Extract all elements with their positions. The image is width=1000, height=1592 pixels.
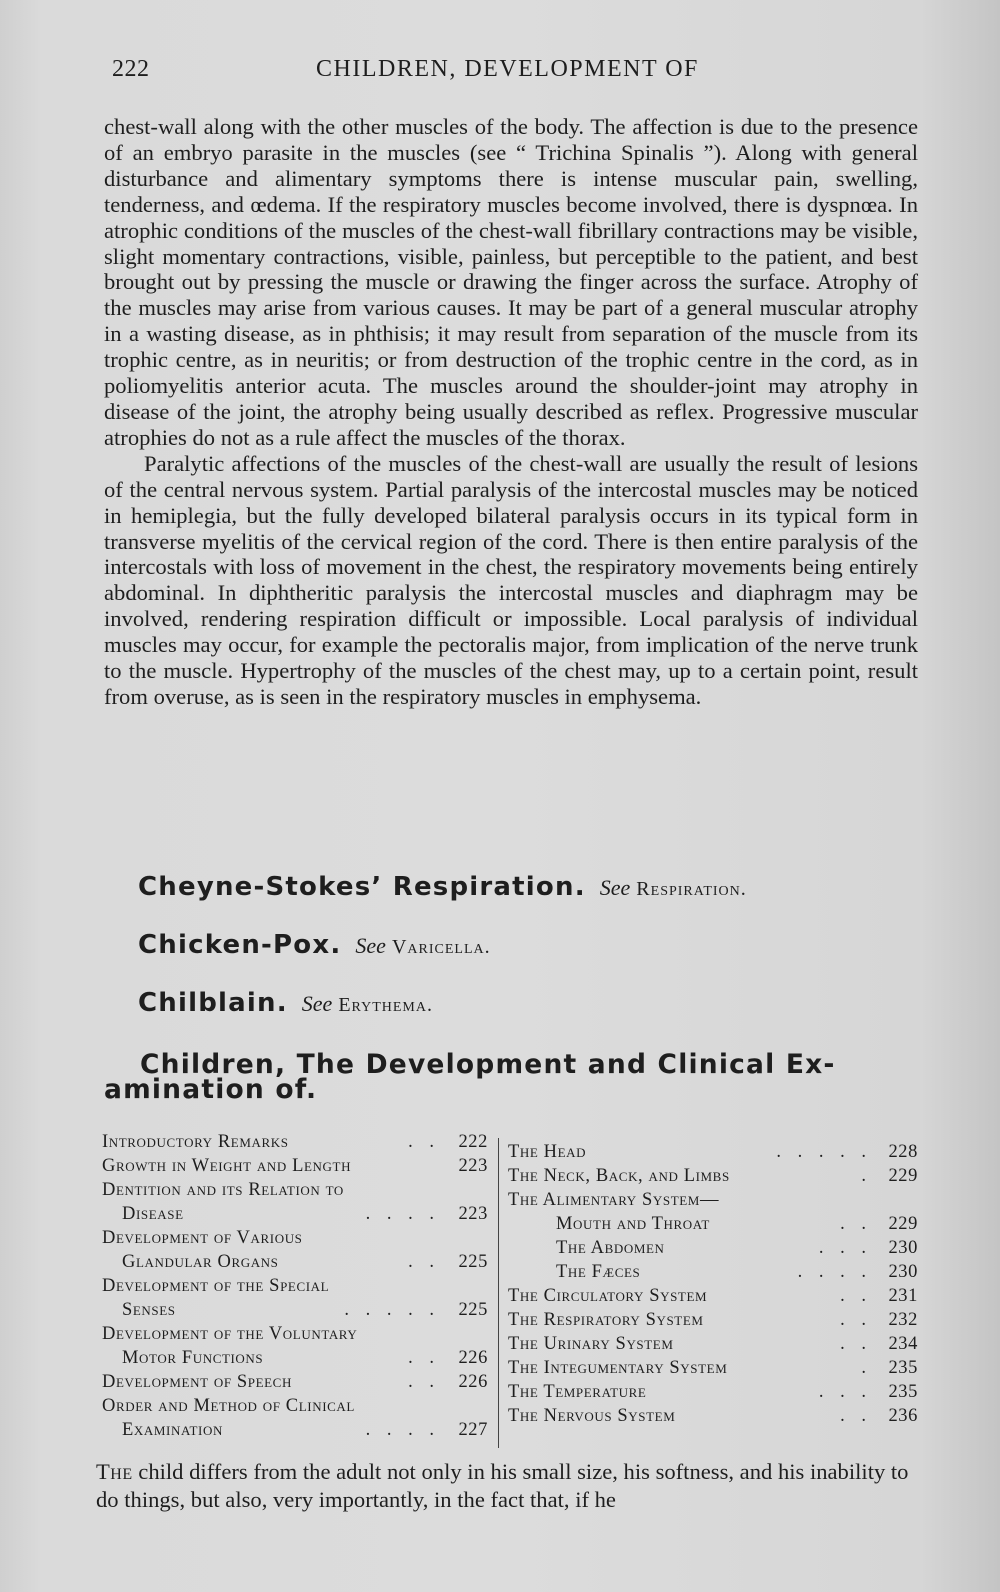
entry-see: See	[301, 991, 333, 1016]
contents-row: The Abdomen . . . 230	[508, 1236, 918, 1260]
contents-row: The Circulatory System . . 231	[508, 1286, 918, 1306]
entry-chilblain	[138, 988, 433, 1018]
entry-headword: Chilblain.	[138, 988, 288, 1018]
contents-row: Order and Method of Clinical Examination . . . . 227	[102, 1396, 488, 1440]
entry-headword: Cheyne-Stokes’ Respiration.	[138, 872, 586, 902]
contents-page: 226	[458, 1372, 488, 1392]
entry-see: See	[599, 875, 631, 900]
contents-row: The Urinary System . . 234	[508, 1334, 918, 1354]
contents-label: The Neck, Back, and Limbs	[508, 1166, 730, 1186]
column-divider	[498, 1138, 499, 1448]
contents-page: 222	[458, 1132, 488, 1152]
running-title: CHILDREN, DEVELOPMENT OF	[316, 56, 699, 82]
entry-headword: Chicken-Pox.	[138, 930, 342, 960]
contents-row: Introductory Remarks . . 222	[102, 1132, 488, 1152]
contents-row: The Integumentary System . 235	[508, 1358, 918, 1378]
main-entry-line-1: Children, The Development and Clinical Ex-	[140, 1049, 836, 1080]
entry-chicken-pox	[138, 930, 491, 960]
contents-label: The Respiratory System	[508, 1310, 704, 1330]
contents-label: The Urinary System	[508, 1334, 674, 1354]
contents-page: 230	[888, 1238, 918, 1258]
contents-label: The Alimentary System—	[508, 1190, 720, 1210]
contents-label-continued: Senses	[122, 1300, 176, 1320]
contents-right-column	[508, 1140, 918, 1428]
contents-label: The Head	[508, 1142, 587, 1162]
contents-row: Development of Speech . . 226	[102, 1372, 488, 1392]
contents-page: 225	[458, 1252, 488, 1272]
contents-label: The Nervous System	[508, 1406, 676, 1426]
contents-label: The Fæces	[556, 1262, 641, 1282]
contents-label: Mouth and Throat	[556, 1214, 710, 1234]
contents-row	[102, 1154, 488, 1178]
contents-row: The Fæces . . . . 230	[508, 1260, 918, 1284]
contents-row: The Temperature . . . 235	[508, 1382, 918, 1402]
running-head	[104, 52, 918, 92]
contents-label: Development of the Special	[102, 1276, 330, 1296]
contents-page: 226	[458, 1348, 488, 1368]
contents-label-continued: Disease	[122, 1204, 184, 1224]
contents-page: 235	[888, 1358, 918, 1378]
body-text	[104, 114, 918, 710]
contents-label: Development of the Voluntary	[102, 1324, 358, 1344]
page-number: 222	[112, 56, 150, 82]
contents-row: The Nervous System . . 236	[508, 1406, 918, 1426]
contents-label: Development of Various	[102, 1228, 303, 1248]
contents-page: 228	[888, 1142, 918, 1162]
contents-label: The Temperature	[508, 1382, 647, 1402]
contents-page: 225	[458, 1300, 488, 1320]
contents-label: Dentition and its Relation to	[102, 1180, 344, 1200]
contents-page: 230	[888, 1262, 918, 1282]
entry-target: Erythema.	[338, 994, 433, 1016]
contents-row: The Respiratory System . . 232	[508, 1310, 918, 1330]
contents-label: Growth in Weight and Length	[102, 1156, 352, 1176]
contents-row: The Head . . . . . 228	[508, 1142, 918, 1162]
entry-target: Varicella.	[391, 936, 491, 958]
contents-row: Development of the Voluntary Motor Functions . . 226	[102, 1324, 488, 1368]
entry-opening-text	[96, 1458, 918, 1514]
contents-label-continued: Glandular Organs	[122, 1252, 279, 1272]
contents-label: The Integumentary System	[508, 1358, 728, 1378]
contents-page: 223	[458, 1156, 488, 1176]
paragraph-1: chest-wall along with the other muscles of the body. The affection is due to the presence of an embryo parasite in the muscles (see “ Trichina Spinalis ”). Along with general disturbance and alimentary symptoms there is intense muscular pain, swelling, tenderness, and œdema. If the respiratory muscles become involved, there is dyspnœa. In atrophic conditions of the muscles of the chest-wall fibrillary contractions may be visible, slight momentary contractions, visible, painless, but perceptible to the patient, and best brought out by pressing the muscle or drawing the finger across the surface. Atrophy of the muscles may arise from various causes. It may be part of a general muscular atrophy in a wasting disease, as in phthisis; it may result from separation of the muscle from its trophic centre, as in neuritis; or from destruction of the trophic centre in the cord, as in poliomyelitis anterior acuta. The muscles around the shoulder-joint may atrophy in disease of the joint, the atrophy being usually described as reflex. Progressive muscular atrophies do not as a rule affect the muscles of the thorax.	[104, 114, 918, 450]
contents-row: Mouth and Throat . . 229	[508, 1212, 918, 1236]
contents-page: 229	[888, 1166, 918, 1186]
contents-page: 231	[888, 1286, 918, 1306]
contents-page: 234	[888, 1334, 918, 1354]
contents-label: Order and Method of Clinical	[102, 1396, 355, 1416]
contents-label: The Abdomen	[556, 1238, 665, 1258]
contents-left-column	[102, 1130, 488, 1442]
main-entry-line-2: amination of.	[104, 1074, 318, 1105]
contents-row	[508, 1188, 918, 1212]
entry-cheyne-stokes	[138, 872, 747, 902]
contents-label-continued: Examination	[122, 1420, 223, 1440]
contents-row: Dentition and its Relation to Disease . . . . 223	[102, 1180, 488, 1224]
contents-row: The Neck, Back, and Limbs . 229	[508, 1166, 918, 1186]
paragraph-2: Paralytic affections of the muscles of the chest-wall are usually the result of lesions of the central nervous system. Partial paralysis of the intercostal muscles may be noticed in hemiplegia, but the fully developed bilateral paralysis occurs in its typical form in transverse myelitis of the cervical region of the cord. There is then entire paralysis of the intercostals with loss of movement in the chest, the respiratory movements being entirely abdominal. In diphtheritic paralysis the intercostal muscles and diaphragm may be involved, rendering respiration difficult or impossible. Local paralysis of individual muscles may occur, for example the pectoralis major, from implication of the nerve trunk to the muscle. Hypertrophy of the muscles of the chest may, up to a certain point, result from overuse, as is seen in the respiratory muscles in emphysema.	[104, 450, 918, 709]
contents-label: Introductory Remarks	[102, 1132, 289, 1152]
contents-label: The Circulatory System	[508, 1286, 708, 1306]
contents-row: Development of the Special Senses . . . . . 225	[102, 1276, 488, 1320]
contents-page: 232	[888, 1310, 918, 1330]
entry-see: See	[355, 933, 386, 958]
contents-page: 227	[458, 1420, 488, 1440]
contents-page: 236	[888, 1406, 918, 1426]
contents-label: Development of Speech	[102, 1372, 292, 1392]
main-entry-heading	[104, 1049, 924, 1105]
contents-table	[102, 1130, 918, 1456]
opening-text: child differs from the adult not only in his small size, his softness, and his inability to do things, but also, very importantly, in the fact that, if he	[96, 1459, 909, 1512]
contents-page: 223	[458, 1204, 488, 1224]
opening-first-word: The	[96, 1459, 133, 1484]
contents-row: Development of Various Glandular Organs . . 225	[102, 1228, 488, 1272]
contents-page: 229	[888, 1214, 918, 1234]
contents-page: 235	[888, 1382, 918, 1402]
contents-label-continued: Motor Functions	[122, 1348, 264, 1368]
entry-target: Respiration.	[636, 878, 747, 900]
